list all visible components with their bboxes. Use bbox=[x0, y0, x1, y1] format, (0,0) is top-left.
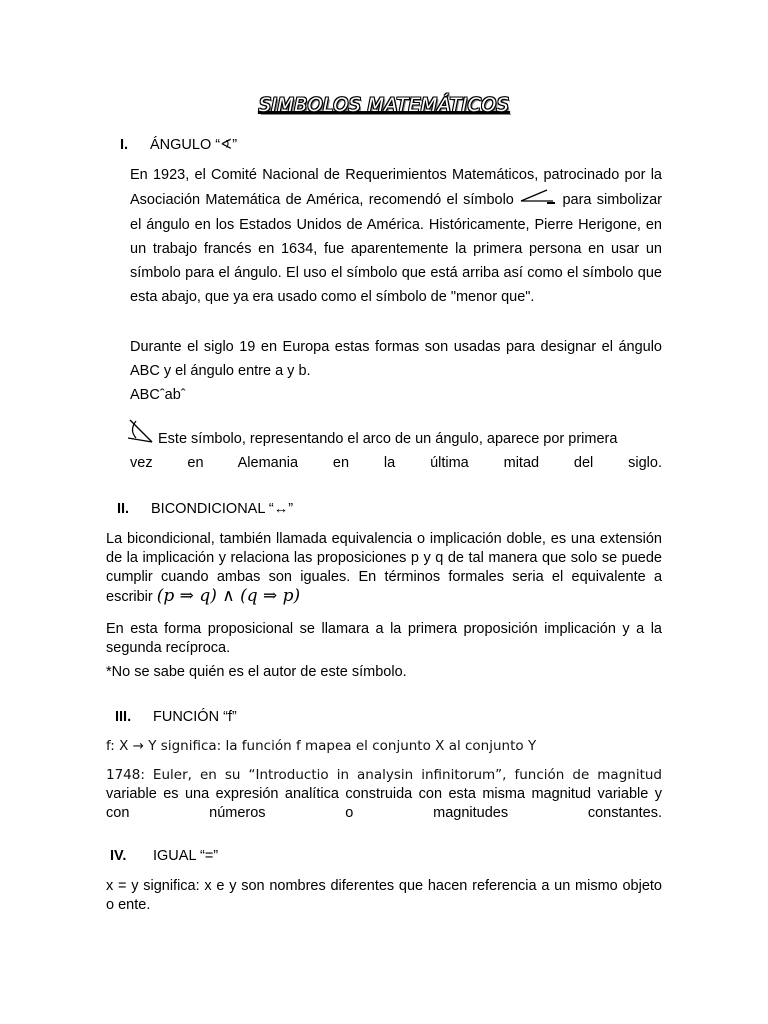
section-heading-bicondicional bbox=[117, 501, 293, 517]
bicondicional-note: *No se sabe quién es el autor de este símbolo. bbox=[106, 664, 407, 680]
angle-paragraph-1 bbox=[130, 163, 662, 309]
angle-symbol-icon bbox=[519, 187, 557, 213]
document-title: SIMBOLOS MATEMÁTICOS bbox=[258, 94, 510, 116]
section-number: IV. bbox=[110, 848, 127, 864]
angle-paragraph-4-line-1: Este símbolo, representando el arco de un ángulo, aparece por primera bbox=[158, 431, 618, 447]
section-label: ÁNGULO “∢” bbox=[150, 137, 238, 153]
bicondicional-paragraph-1 bbox=[106, 530, 662, 607]
section-heading-angulo bbox=[120, 137, 237, 153]
bicondicional-paragraph-1-lead: equivalente a escribir bbox=[106, 569, 663, 605]
angle-paragraph-2: Durante el siglo 19 en Europa estas formas son usadas para designar el ángulo ABC y el ángulo entre a y b. bbox=[130, 339, 662, 379]
section-number: II. bbox=[117, 501, 130, 517]
funcion-paragraph-2-text: variable es una expresión analítica construida con esta misma magnitud variable y con números o magnitudes constantes. bbox=[106, 786, 662, 821]
section-label: IGUAL “=” bbox=[153, 848, 219, 864]
igual-paragraph-1: x = y significa: x e y son nombres diferentes que hacen referencia a un mismo objeto o ente. bbox=[106, 878, 662, 913]
funcion-paragraph-2-lead: 1748: Euler, en su “Introductio in analysin infinitorum”, función de magnitud bbox=[106, 767, 662, 783]
section-number: I. bbox=[120, 137, 129, 153]
section-label: BICONDICIONAL “↔” bbox=[151, 501, 294, 517]
section-number: III. bbox=[115, 709, 132, 725]
angle-paragraph-4-line-2: vez en Alemania en la última mitad del siglo. bbox=[130, 455, 662, 471]
funcion-paragraph-2 bbox=[106, 766, 662, 823]
angle-paragraph-1-part-b: para simbolizar el ángulo en los Estados Unidos de América. Históricamente, Pierre Herigone, en un trabajo francés en 1634, fue aparentemente la primera persona en usar un símbolo para el ángulo. El uso el símbolo que está arriba así como el símbolo que esta abajo, que ya era usado como el símbolo de "menor que". bbox=[130, 191, 662, 305]
bicondicional-paragraph-2: En esta forma proposicional se llamara a la primera proposición implicación y a la segunda recíproca. bbox=[106, 621, 662, 656]
angle-paragraph-4 bbox=[130, 427, 662, 475]
section-heading-igual bbox=[110, 848, 218, 864]
section-heading-funcion bbox=[115, 709, 237, 725]
bicondicional-paragraph-1-text: La bicondicional, también llamada equivalencia o implicación doble, es una extensión de la implicación y relaciona las proposiciones p y q de tal manera que solo se puede cumplir cuando ambas son iguales. En términos formales seria el bbox=[106, 531, 662, 585]
funcion-paragraph-1: f: X → Y significa: la función f mapea el conjunto X al conjunto Y bbox=[106, 738, 537, 754]
angle-paragraph-1-part-a: En 1923, el Comité Nacional de Requerimientos Matemáticos, patrocinado por la Asociación Matemática de América, recomendó el símbolo bbox=[130, 167, 662, 208]
bicondicional-formula: (p ⇒ q) ∧ (q ⇒ p) bbox=[156, 586, 301, 606]
section-label: FUNCIÓN “f” bbox=[153, 709, 237, 725]
angle-notation-line: ABCˆabˆ bbox=[130, 387, 186, 403]
